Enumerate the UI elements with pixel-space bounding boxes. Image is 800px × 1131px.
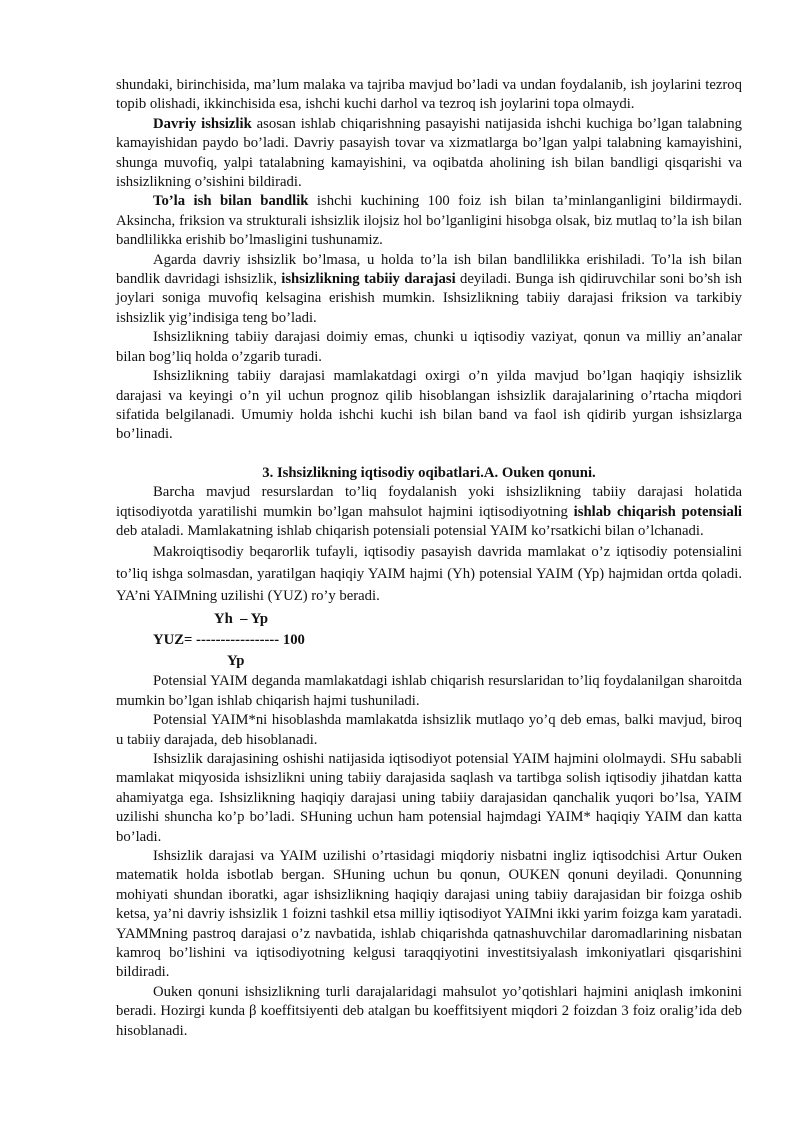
paragraph-9: Potensial YAIM deganda mamlakatdagi ishlab chiqarish resurslaridan to’liq foydalanilgan sharoitda mumkin bo’lgan ishlab chiqarish hajmi tushuniladi. (116, 673, 742, 709)
paragraph-cyclical-unemployment: Davriy ishsizlik asosan ishlab chiqarishning pasayishi natijasida ishchi kuchiga bo’lgan talabning kamayishidan paydo bo’ladi. Davriy pasayish tovar va xizmatlarga bo’lgan yalpi talabning kamayishini, shunga muvofiq, yalpi tatalabning kamayishini, va oqibatda aholining ish bilan bandligi qisqarishi va ishsizlikning o’sishini bildiradi. (116, 115, 742, 191)
formula-line: YUZ= ----------------- 100 (153, 632, 305, 649)
paragraph-1: shundaki, birinchisida, ma’lum malaka va tajriba mavjud bo’ladi va undan foydalanib, ish joylarini tezroq topib olishadi, ikkinchisida esa, ishchi kuchi darhol va tezroq ish joylarini topa olmaydi. (116, 77, 742, 113)
paragraph-production-potential: Barcha mavjud resurslardan to’liq foydalanish yoki ishsizlikning tabiiy darajasi holatida iqtisodiyotda yaratilishi mumkin bo’lgan mahsulot hajmini iqtisodiyotning ishlab chiqarish potensiali deb ataladi. Mamlakatning ishlab chiqarish potensiali potensial YAIM ko’rsatkichi bilan o’lchanadi. (116, 484, 743, 539)
formula-numerator: Yh – Yp (214, 611, 269, 628)
spacer (116, 445, 742, 464)
formula-denominator: Yp (227, 653, 245, 670)
paragraph-10: Potensial YAIM*ni hisoblashda mamlakatda ishsizlik mutlaqo yo’q deb emas, balki mavjud, biroq u tabiiy darajada, deb hisoblanadi. (116, 712, 742, 748)
term-production-potential: ishlab chiqarish potensiali (573, 503, 743, 520)
paragraph-6: Ishsizlikning tabiiy darajasi mamlakatdagi oxirgi o’n yilda mavjud bo’lgan haqiqiy ishsizlik darajasi va keyingi o’n yil uchun prognoz qilib hisoblangan ishsizlik darajalarining o’rtacha miqdori sifatida belgilanadi. Umumiy holda ishchi kuchi ish bilan band va faol ish qidirib yurgan ishsizlarga bo’linadi. (116, 368, 742, 443)
paragraph-13: Ouken qonuni ishsizlikning turli darajalaridagi mahsulot yo’qotishlari hajmini aniqlash imkonini beradi. Hozirgi kunda β koeffitsiyenti deb atalgan bu koeffitsiyent miqdori 2 foizdan 3 foiz oralig’ida deb hisoblanadi. (116, 983, 742, 1039)
paragraph-full-employment: To’la ish bilan bandlik ishchi kuchining 100 foiz ish bilan ta’minlanganligini bildirmaydi. Aksincha, friksion va strukturali ishsizlik ilojsiz hol bo’lganligini hisobga olsak, biz mutlaq to’la ish bilan bandlilikka erishib bo’lmasligini tushunamiz. (116, 193, 743, 249)
paragraph-8: Makroiqtisodiy beqarorlik tufayli, iqtisodiy pasayish davrida mamlakat o’z iqtisodiy potensialini to’liq ishga solmasdan, yaratilgan haqiqiy YAIM hajmi (Yh) potensial YAIM (Yp) hajmidan ortda qoladi. YA’ni YAIMning uzilishi (YUZ) ro’y beradi. (116, 544, 742, 605)
term-cyclical-unemployment: Davriy ishsizlik (153, 115, 252, 132)
paragraph-natural-rate: Agarda davriy ishsizlik bo’lmasa, u holda to’la ish bilan bandlilikka erishiladi. To’la ish bilan bandlik davridagi ishsizlik, ishsizlikning tabiiy darajasi deyiladi. Bunga ish qidiruvchilar soni bo’sh ish joylari soniga muvofiq kelsagina erishish mumkin. Ishsizlikning tabiiy darajasi friksion va tarkibiy ishsizlik yig’indisiga teng bo’ladi. (116, 251, 742, 326)
section-heading: 3. Ishsizlikning iqtisodiy oqibatlari.A. Ouken qonuni. (262, 464, 596, 481)
gdp-gap-formula (116, 609, 742, 672)
term-full-employment: To’la ish bilan bandlik (153, 193, 309, 210)
paragraph-11: Ishsizlik darajasining oshishi natijasida iqtisodiyot potensial YAIM hajmini ololmaydi. SHu sababli mamlakat miqyosida ishsizlikni uning tabiiy darajasida saqlash va tartibga solish iqtisodiy jihatdan katta ahamiyatga ega. Ishsizlikning haqiqiy darajasi uning tabiiy darajasidan qanchalik yuqori bo’lsa, YAIM uzilishi shuncha ko’p bo’ladi. SHuning uchun ham potensial hajmdagi YAIM* haqiqiy YAIM dan katta bo’ladi. (116, 750, 742, 845)
paragraph-okun-law: Ishsizlik darajasi va YAIM uzilishi o’rtasidagi miqdoriy nisbatni ingliz iqtisodchisi Artur Ouken matematik holda isbotlab bergan. SHuning uchun bu qonun, OUKEN qonuni deyiladi. Qonunning mohiyati shundan iboratki, agar ishsizlikning haqiqiy darajasi uning tabiiy darajasidan bir foizga oshib ketsa, ya’ni davriy ishsizlik 1 foizni tashkil etsa milliy iqtisodiyot YAIMni ikki yarim foizga kam yaratadi. YAMMning pastroq darajasi o’z navbatida, ishlab chiqarishda qatnashuvchilar daromadlarining nisbatan kamroq bo’lishini va iqtisodiyotning kelgusi taraqqiyotini investitsiyalash imkoniyatlari qisqarishini bildiradi. (116, 848, 742, 981)
paragraph-5: Ishsizlikning tabiiy darajasi doimiy emas, chunki u iqtisodiy vaziyat, qonun va milliy an’analar bilan bog’liq holda o’zgarib turadi. (116, 329, 742, 365)
term-natural-rate: ishsizlikning tabiiy darajasi (281, 271, 456, 288)
